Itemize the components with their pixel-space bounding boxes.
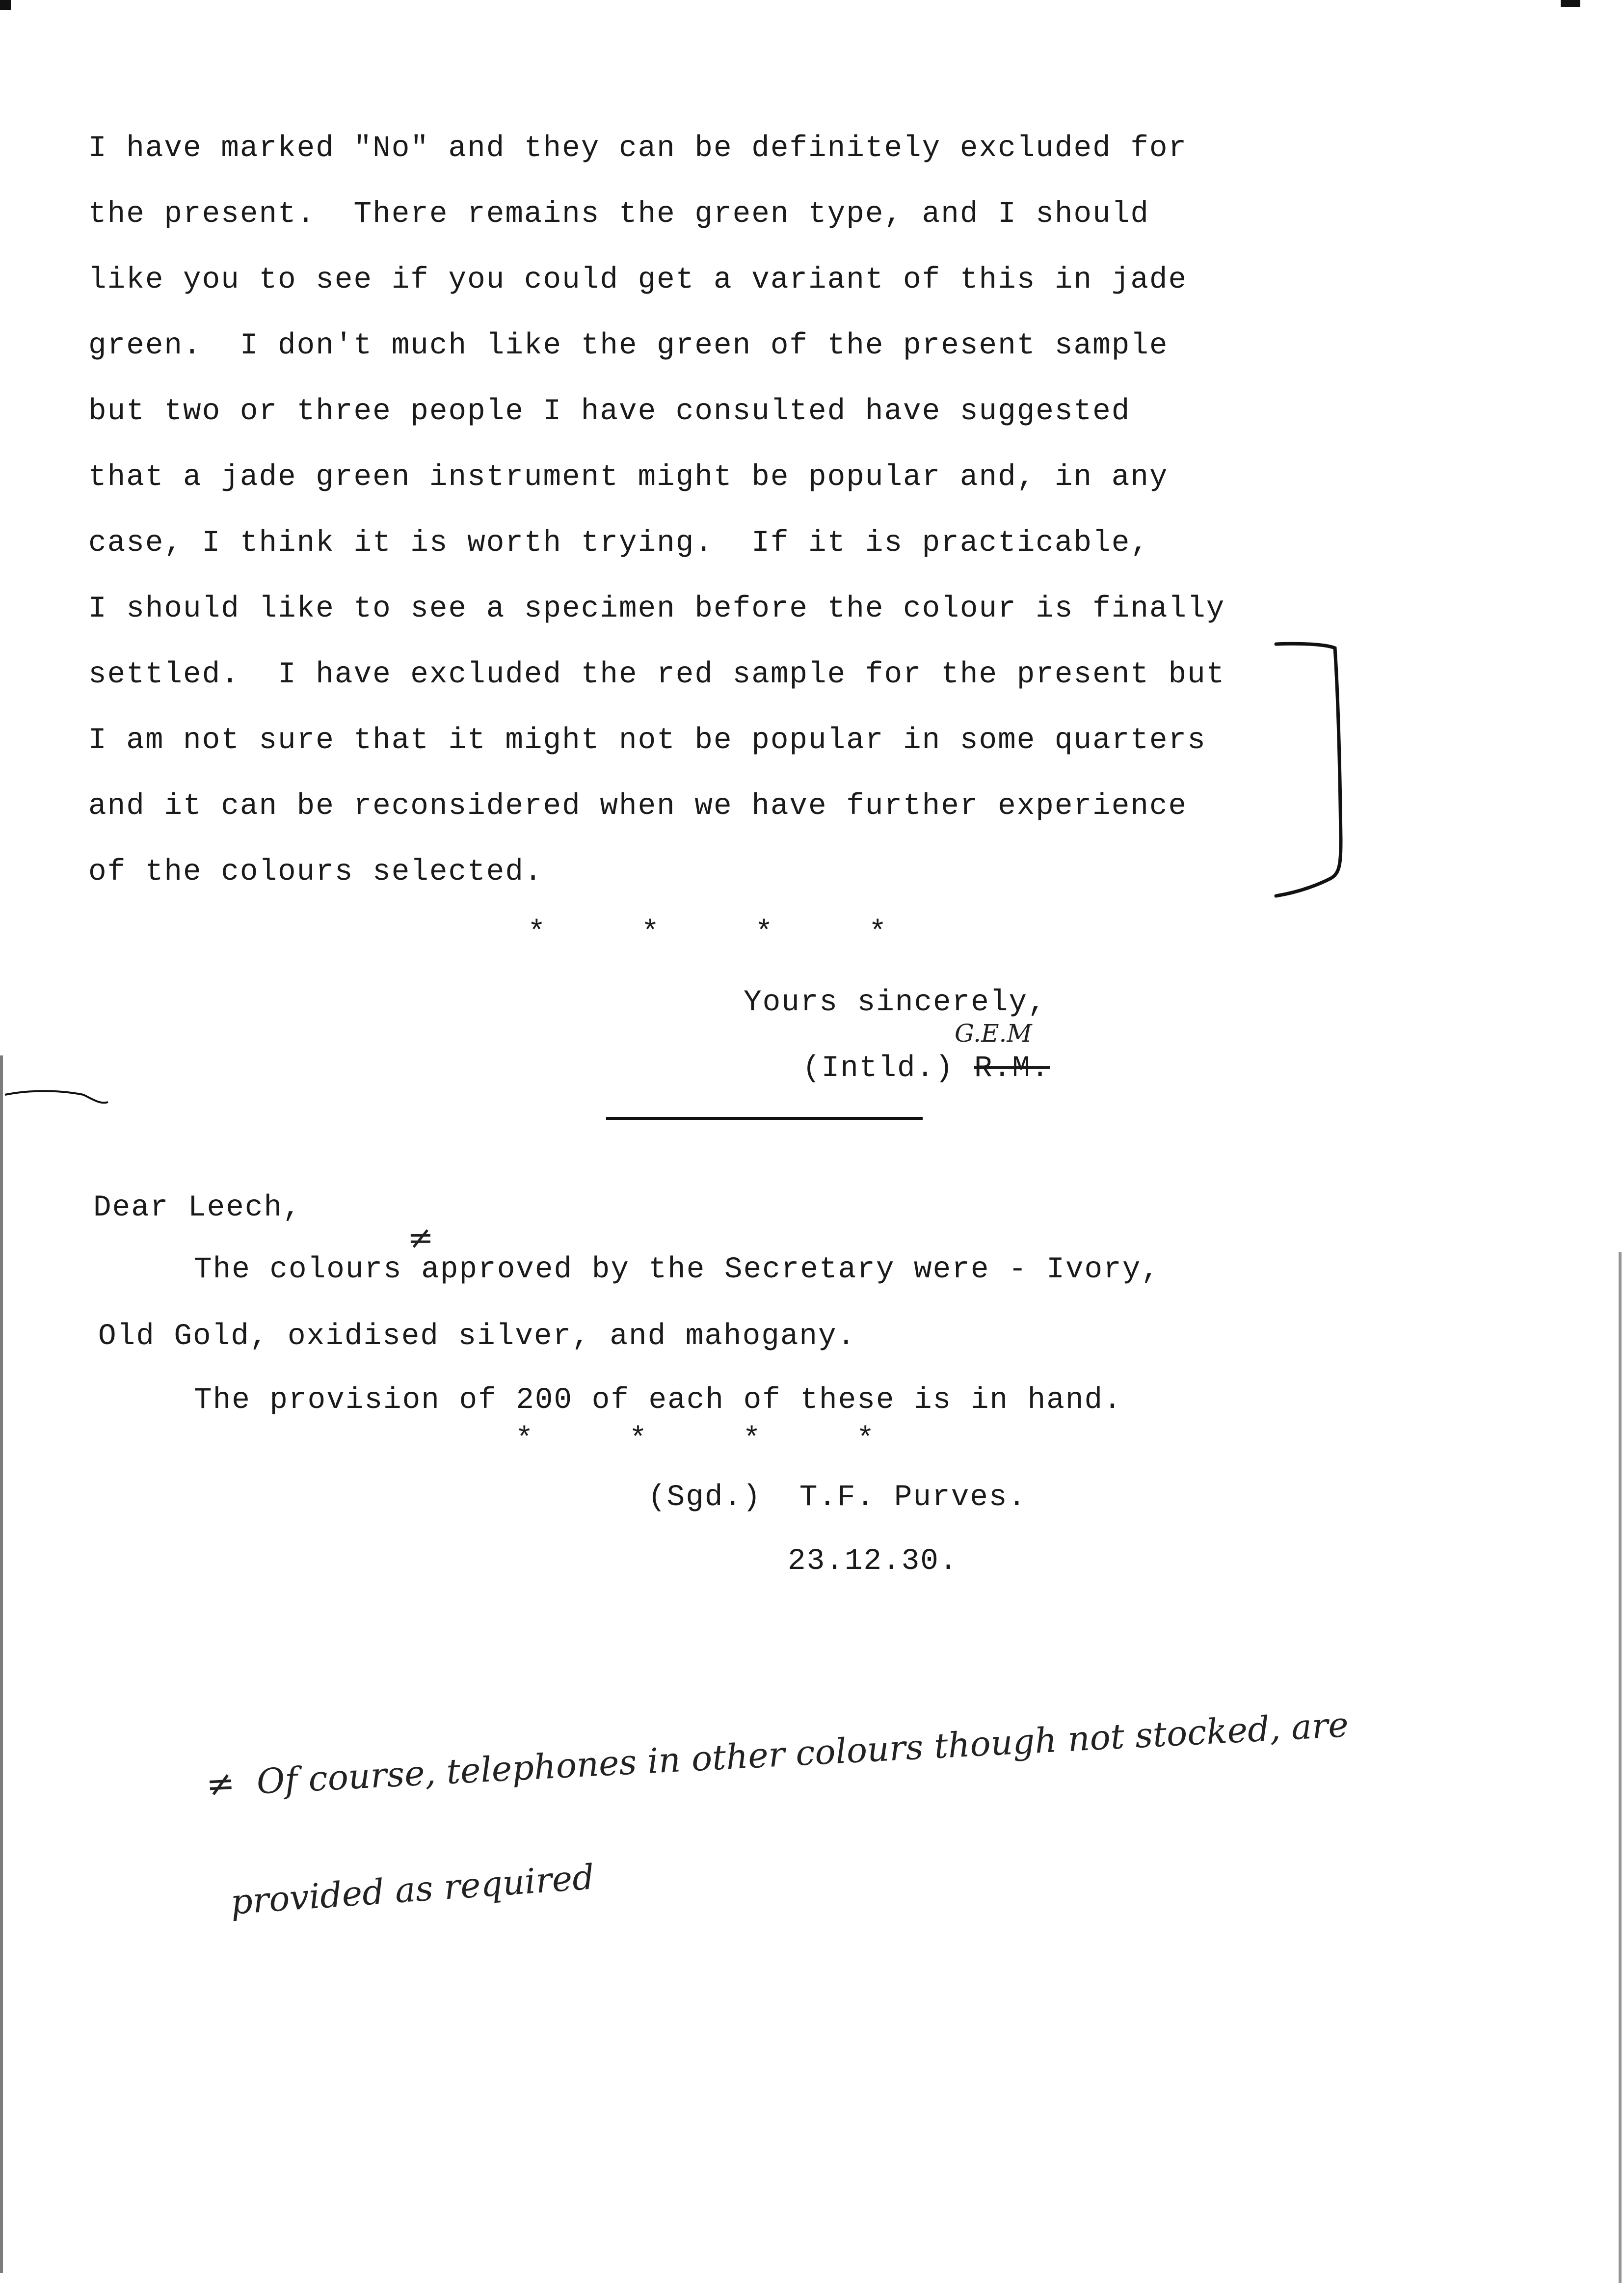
letter1-line: settled. I have excluded the red sample for the present but xyxy=(88,658,1225,692)
initials-handwritten: G.E.M xyxy=(955,1019,1032,1048)
margin-bracket-mark xyxy=(1266,633,1355,908)
letter1-line: I am not sure that it might not be popular in some quarters xyxy=(88,724,1206,757)
letter1-line: green. I don't much like the green of the present sample xyxy=(88,329,1169,363)
letter2-salutation: Dear Leech, xyxy=(93,1191,302,1225)
footnote-reference-mark: ≠ xyxy=(407,1220,434,1256)
top-left-corner-mark xyxy=(0,0,11,10)
letter2-signed: (Sgd.) T.F. Purves. xyxy=(648,1481,1027,1514)
section-divider xyxy=(606,1117,923,1120)
letter1-line: but two or three people I have consulted have suggested xyxy=(88,395,1131,429)
letter2-line: The provision of 200 of each of these is in hand. xyxy=(194,1383,1122,1417)
letter1-line: I should like to see a specimen before the colour is finally xyxy=(88,592,1225,626)
letter1-line: like you to see if you could get a variant of this in jade xyxy=(88,263,1188,297)
letter1-line: that a jade green instrument might be popular and, in any xyxy=(88,460,1169,494)
initials-struck: R.M. xyxy=(974,1052,1050,1085)
letter1-asterisks: * * * * xyxy=(528,916,888,950)
left-edge-mark xyxy=(0,1055,3,2273)
letter1-line: case, I think it is worth trying. If it is practicable, xyxy=(88,526,1149,560)
letter1-closing: Yours sincerely, xyxy=(744,986,1047,1020)
right-edge-mark xyxy=(1619,1252,1622,2283)
handwritten-footnote-line1: ≠ Of course, telephones in other colours though not stocked, are xyxy=(205,1704,1350,1805)
letter2-line: The colours approved by the Secretary were - Ivory, xyxy=(194,1253,1160,1287)
initials-prefix: (Intld.) xyxy=(802,1052,954,1085)
margin-tick-mark xyxy=(0,1080,147,1119)
handwritten-footnote-line2: provided as required xyxy=(229,1857,596,1922)
letter2-line: Old Gold, oxidised silver, and mahogany. xyxy=(98,1320,856,1353)
letter1-line: and it can be reconsidered when we have further experience xyxy=(88,789,1188,823)
top-right-corner-mark xyxy=(1561,0,1580,7)
letter1-line: the present. There remains the green type, and I should xyxy=(88,197,1149,231)
letter2-date: 23.12.30. xyxy=(788,1544,958,1578)
letter1-line: I have marked "No" and they can be definitely excluded for xyxy=(88,132,1188,165)
letter2-asterisks: * * * * xyxy=(515,1423,876,1457)
letter1-line: of the colours selected. xyxy=(88,855,543,889)
